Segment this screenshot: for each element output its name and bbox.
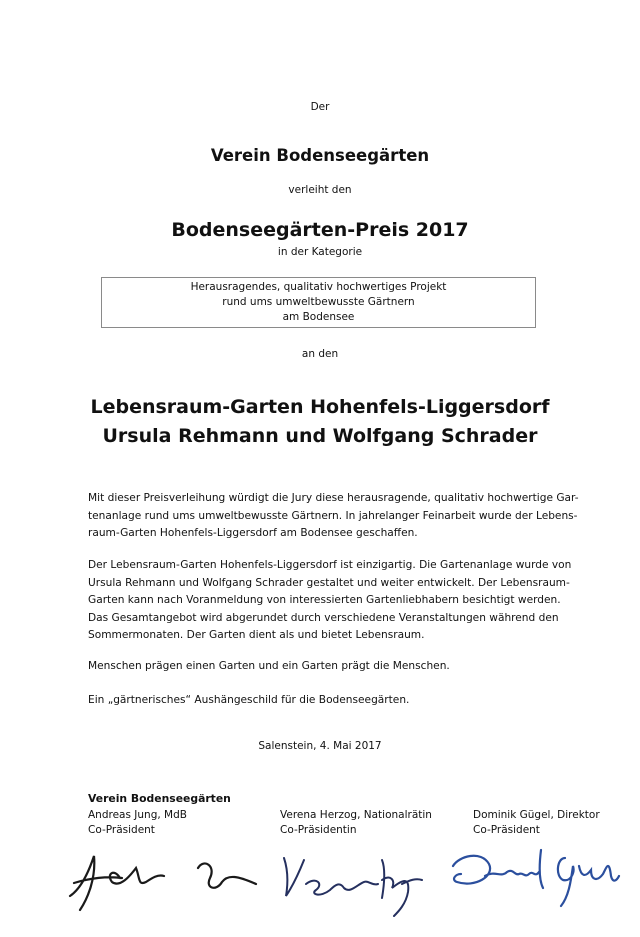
- recipient-line-2: Ursula Rehmann und Wolfgang Schrader: [102, 425, 538, 447]
- verleiht-text: verleiht den: [288, 184, 352, 196]
- signature-2-drawing: [270, 840, 450, 918]
- prize-title: Bodenseegärten-Preis 2017: [171, 219, 469, 241]
- category-line-1: Herausragendes, qualitativ hochwertiges Projekt: [190, 281, 447, 293]
- paragraph-2-line: Der Lebensraum-Garten Hohenfels-Liggersdorf ist einzigartig. Die Gartenanlage wurde von: [88, 559, 572, 571]
- paragraph-1-line: tenanlage rund ums umweltbewusste Gärtnern. In jahrelanger Feinarbeit wurde der Lebens-: [88, 509, 578, 522]
- paragraph-2: [88, 557, 604, 645]
- signatory-3: [473, 808, 600, 838]
- signatory-1-role: Co-Präsident: [88, 824, 155, 836]
- paragraph-2-line: Sommermonaten. Der Garten dient als und bietet Lebensraum.: [88, 629, 425, 641]
- paragraph-4: Ein „gärtnerisches“ Aushängeschild für die Bodenseegärten.: [88, 694, 410, 706]
- signature-3-drawing: [445, 836, 620, 918]
- category-box: [101, 277, 536, 328]
- signature-2-stroke: [284, 858, 378, 896]
- signatory-1: [88, 808, 187, 838]
- signature-verena-herzog: [270, 840, 450, 918]
- paragraph-1: [88, 490, 604, 543]
- intro-der: Der: [310, 101, 330, 113]
- paragraph-1-line: raum-Garten Hohenfels-Liggersdorf am Bodensee geschaffen.: [88, 527, 418, 539]
- paragraph-1-line: Mit dieser Preisverleihung würdigt die Jury diese herausragende, qualitativ hochwertige Gar-: [88, 492, 579, 504]
- signatory-2-name: Verena Herzog, Nationalrätin: [280, 809, 432, 821]
- signature-1-stroke-2: [198, 863, 256, 887]
- signature-1-drawing: [60, 838, 260, 918]
- signatory-3-role: Co-Präsident: [473, 824, 540, 836]
- signatory-2: [280, 808, 432, 838]
- recipient-line-1: Lebensraum-Garten Hohenfels-Liggersdorf: [90, 396, 550, 418]
- paragraph-3: Menschen prägen einen Garten und ein Garten prägt die Menschen.: [88, 660, 450, 672]
- category-line-2: rund ums umweltbewusste Gärtnern: [222, 296, 415, 308]
- place-date: Salenstein, 4. Mai 2017: [258, 740, 382, 752]
- signature-3-stroke-2: [558, 858, 619, 906]
- an-den-text: an den: [301, 348, 339, 360]
- signature-dominik-guegel: [445, 836, 620, 918]
- signatory-org: Verein Bodenseegärten: [88, 792, 231, 805]
- signature-andreas-jung: [60, 838, 260, 918]
- category-line-3: am Bodensee: [282, 311, 355, 323]
- kategorie-text: in der Kategorie: [277, 246, 363, 258]
- paragraph-2-line: Ursula Rehmann und Wolfgang Schrader gestaltet und weiter entwickelt. Der Lebensraum-: [88, 576, 570, 589]
- signatory-3-name: Dominik Gügel, Direktor: [473, 809, 600, 821]
- org-title: Verein Bodenseegärten: [210, 146, 430, 165]
- signatory-2-role: Co-Präsidentin: [280, 824, 357, 836]
- signature-3-stroke: [453, 850, 543, 888]
- paragraph-2-line: Garten kann nach Voranmeldung von interessierten Gartenliebhabern besichtigt werden.: [88, 594, 561, 606]
- signatory-1-name: Andreas Jung, MdB: [88, 809, 187, 821]
- signature-2-stroke-2: [382, 860, 422, 916]
- paragraph-2-line: Das Gesamtangebot wird abgerundet durch verschiedene Veranstaltungen während den: [88, 611, 559, 624]
- signature-1-stroke: [70, 856, 164, 910]
